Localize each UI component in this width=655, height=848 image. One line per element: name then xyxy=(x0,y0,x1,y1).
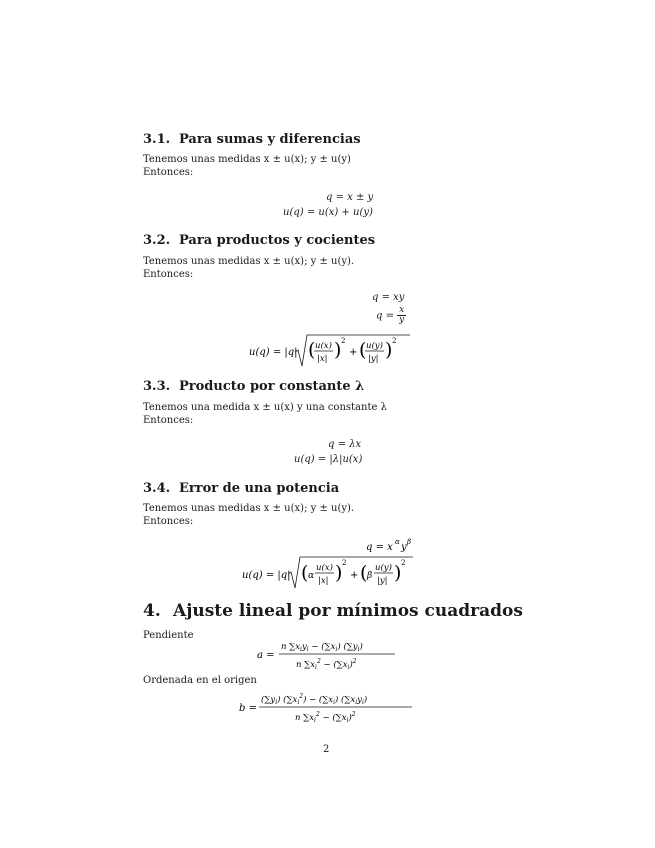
section-heading-3-1 xyxy=(143,132,361,147)
paragraph-line: Tenemos una medida x ± u(x) y una constante λ xyxy=(143,402,387,413)
svg-text:+: + xyxy=(350,570,359,581)
svg-text:2: 2 xyxy=(342,559,347,567)
equation-slope xyxy=(254,636,404,672)
page-number: 2 xyxy=(323,744,330,755)
svg-text:u(y): u(y) xyxy=(375,563,392,573)
svg-text:2: 2 xyxy=(392,337,397,345)
equation-intercept xyxy=(236,689,421,725)
svg-text:|x|: |x| xyxy=(318,576,329,586)
svg-text:β: β xyxy=(367,571,373,581)
svg-text:u(q) = |q|: u(q) = |q| xyxy=(249,347,298,358)
section-number: 4. xyxy=(143,601,161,621)
equation: q = x ± y xyxy=(326,192,374,203)
paragraph-line: Tenemos unas medidas x ± u(x); y ± u(y). xyxy=(143,503,355,514)
svg-text:(: ( xyxy=(301,562,309,584)
svg-text:2: 2 xyxy=(401,559,406,567)
svg-text:|y|: |y| xyxy=(377,576,388,586)
section-title: Ajuste lineal por mínimos cuadrados xyxy=(173,601,523,621)
equation-uncertainty-product xyxy=(245,333,415,369)
svg-text:q = x: q = x xyxy=(366,542,393,553)
paragraph-line: Tenemos unas medidas x ± u(x); y ± u(y) xyxy=(143,154,351,165)
section-heading-3-4 xyxy=(143,481,339,496)
paragraph-line: Entonces: xyxy=(143,415,194,426)
section-number: 3.2. xyxy=(143,233,171,248)
svg-text:): ) xyxy=(334,339,342,361)
svg-text:u(y): u(y) xyxy=(366,341,383,351)
section-number: 3.1. xyxy=(143,132,171,147)
svg-text:): ) xyxy=(385,339,393,361)
svg-text:(: ( xyxy=(308,339,316,361)
section-title: Para sumas y diferencias xyxy=(179,132,361,147)
svg-text:n ∑xi2 − (∑xi)2: n $\sum x_i^2 - (\sum x_i)^2$ xyxy=(295,711,356,724)
section-title: Producto por constante λ xyxy=(179,379,365,394)
fraction xyxy=(397,306,406,326)
svg-text:): ) xyxy=(335,562,343,584)
svg-text:b =: b = xyxy=(239,703,257,714)
svg-text:(∑yi) (∑xi2) − (∑xi) (∑xiyi): $(\sum y_i) (\sum x_i^2) - (\sum x_i)$ $(\sum x_iy_i)$ xyxy=(261,693,368,706)
svg-text:(: ( xyxy=(359,339,367,361)
svg-text:u(x): u(x) xyxy=(316,563,333,573)
eq-lhs: q = xyxy=(376,310,394,322)
svg-text:y: y xyxy=(401,542,407,553)
equation-uncertainty-power xyxy=(238,555,418,591)
svg-text:): ) xyxy=(394,562,402,584)
paragraph-line: Pendiente xyxy=(143,630,194,641)
equation: u(q) = u(x) + u(y) xyxy=(283,207,373,218)
svg-text:n ∑xi2 − (∑xi)2: n $\sum x_i^2 - (\sum x_i)^2$ xyxy=(296,658,357,671)
svg-text:2: 2 xyxy=(341,337,346,345)
svg-text:u(x): u(x) xyxy=(315,341,332,351)
svg-text:α: α xyxy=(395,538,400,546)
paragraph-line: Tenemos unas medidas x ± u(x); y ± u(y). xyxy=(143,256,355,267)
svg-text:β: β xyxy=(407,538,412,546)
section-title: Para productos y cocientes xyxy=(179,233,376,248)
svg-text:n ∑xiyi − (∑xi) (∑yi): n $\sum x_iy_i - (\sum x_i)$ $(\sum y_i)$ xyxy=(281,642,363,653)
denominator: y xyxy=(399,315,405,326)
paragraph-line: Entonces: xyxy=(143,167,194,178)
section-title: Error de una potencia xyxy=(179,481,340,496)
equation: q = λx xyxy=(328,439,362,450)
equation-fraction xyxy=(376,306,406,326)
section-number: 3.4. xyxy=(143,481,171,496)
section-number: 3.3. xyxy=(143,379,171,394)
numerator: x xyxy=(399,305,405,315)
svg-text:|y|: |y| xyxy=(368,354,379,364)
svg-text:(: ( xyxy=(360,562,368,584)
svg-text:|x|: |x| xyxy=(317,354,328,364)
svg-text:+: + xyxy=(349,347,358,358)
svg-text:α: α xyxy=(308,571,315,581)
section-heading-4 xyxy=(143,601,523,621)
svg-text:a =: a = xyxy=(257,650,275,661)
section-heading-3-2 xyxy=(143,233,375,248)
equation: u(q) = |λ|u(x) xyxy=(294,454,363,465)
svg-text:u(q) = |q|: u(q) = |q| xyxy=(242,570,291,581)
paragraph-line: Ordenada en el origen xyxy=(143,675,257,686)
paragraph-line: Entonces: xyxy=(143,516,194,527)
equation: q = xy xyxy=(372,292,405,303)
paragraph-line: Entonces: xyxy=(143,269,194,280)
section-heading-3-3 xyxy=(143,379,364,394)
equation-power xyxy=(362,536,418,554)
